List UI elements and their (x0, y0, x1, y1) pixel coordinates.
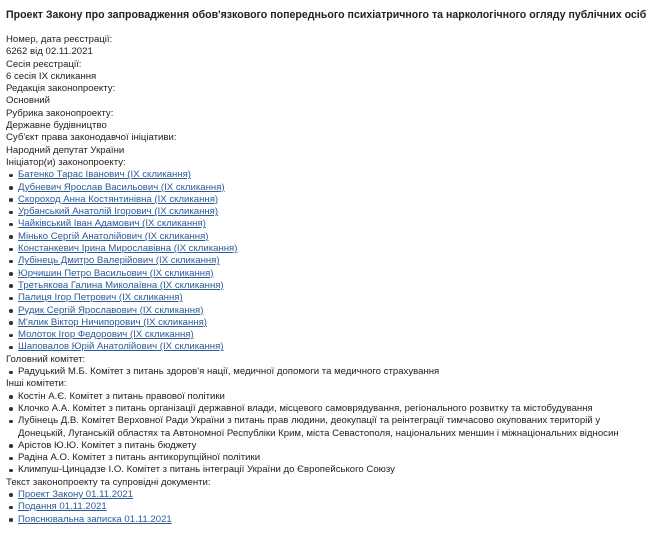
initiator-link[interactable]: Шаповалов Юрій Анатолійович (IX скликання) (18, 341, 224, 353)
list-item: Радуцький М.Б. Комітет з питань здоров'я нації, медичної допомоги та медичного страхування (6, 366, 644, 378)
list-item (6, 341, 644, 353)
list-item: Климпуш-Цинцадзе І.О. Комітет з питань інтеграції України до Європейського Союзу (6, 464, 644, 476)
list-item: Радіна А.О. Комітет з питань антикорупційної політики (6, 452, 644, 464)
list-item (6, 489, 644, 501)
list-item (6, 329, 644, 341)
initiator-link[interactable]: Чайківський Іван Адамович (IX скликання) (18, 218, 206, 230)
initiator-link[interactable]: Молоток Ігор Федорович (IX скликання) (18, 329, 194, 341)
session-value: 6 сесія IX скликання (6, 70, 97, 82)
initiator-link[interactable]: Урбанський Анатолій Ігорович (IX скликання) (18, 206, 219, 218)
main-committee-label: Головний комітет: (6, 353, 86, 365)
list-item (6, 243, 644, 255)
list-item (6, 255, 644, 267)
initiator-link[interactable]: Батенко Тарас Іванович (IX скликання) (18, 169, 192, 181)
registration-label: Номер, дата реєстрації: (6, 34, 113, 45)
initiator-link[interactable]: Палиця Ігор Петрович (IX скликання) (18, 292, 183, 304)
list-item (6, 280, 644, 292)
initiator-link[interactable]: Мінько Сергій Анатолійович (IX скликання) (18, 230, 209, 242)
initiator-link[interactable]: Рудик Сергій Ярославович (IX скликання) (18, 304, 204, 316)
initiator-link[interactable]: Лубінець Дмитро Валерійович (IX скликання) (18, 255, 220, 267)
list-item (6, 169, 644, 181)
rubric-value: Державне будівництво (6, 120, 107, 132)
documents-list (6, 489, 644, 526)
list-item (6, 231, 644, 243)
other-committees-label: Інші комітети: (6, 378, 67, 390)
list-item (6, 194, 644, 206)
list-item: Костін А.Є. Комітет з питань правової політики (6, 391, 644, 403)
list-item (6, 182, 644, 194)
edition-label: Редакція законопроекту: (6, 83, 116, 95)
document-link[interactable]: Подання 01.11.2021 (18, 501, 107, 513)
list-item (6, 218, 644, 230)
list-item (6, 268, 644, 280)
list-item (6, 305, 644, 317)
list-item (6, 514, 644, 526)
subject-value: Народний депутат України (6, 144, 125, 156)
initiator-link[interactable]: М'ялик Віктор Ничипорович (IX скликання) (18, 316, 207, 328)
initiator-link[interactable]: Скороход Анна Костянтинівна (IX скликання) (18, 193, 219, 205)
list-item: Арістов Ю.Ю. Комітет з питань бюджету (6, 440, 644, 452)
document-link[interactable]: Проект Закону 01.11.2021 (18, 488, 134, 500)
initiators-label: Ініціатор(и) законопроекту: (6, 156, 126, 168)
list-item: Лубінець Д.В. Комітет Верховної Ради України з питань прав людини, деокупації та реінтеграції тимчасово окупованих територій у Донецькій, Луганській областях та Автономної Республіки Крим, міста Севастополя, національних меншин і міжнаціональних відносин (6, 415, 644, 440)
documents-label: Текст законопроекту та супровідні документи: (6, 476, 211, 488)
session-label: Сесія реєстрації: (6, 58, 82, 70)
document-link[interactable]: Пояснювальна записка 01.11.2021 (18, 513, 172, 525)
other-committees-list (6, 391, 644, 477)
list-item (6, 317, 644, 329)
initiator-link[interactable]: Дубневич Ярослав Васильович (IX скликання) (18, 181, 225, 193)
list-item (6, 206, 644, 218)
initiator-link[interactable]: Юрчишин Петро Васильович (IX скликання) (18, 267, 214, 279)
initiator-link[interactable]: Констанкевич Ірина Мирославівна (IX скликання) (18, 243, 238, 255)
subject-label: Суб'єкт права законодавчої ініціативи: (6, 132, 177, 144)
page-title: Проект Закону про запровадження обов'язкового попереднього психіатричного та наркологічного огляду публічних осіб (6, 9, 647, 21)
registration-value: 6262 від 02.11.2021 (6, 46, 93, 58)
list-item (6, 501, 644, 513)
edition-value: Основний (6, 95, 51, 107)
rubric-label: Рубрика законопроекту: (6, 107, 114, 119)
initiator-link[interactable]: Третьякова Галина Миколаївна (IX скликання) (18, 279, 224, 291)
list-item: Клочко А.А. Комітет з питань організації державної влади, місцевого самоврядування, регіонального розвитку та містобудування (6, 403, 644, 415)
list-item (6, 292, 644, 304)
main-committee-list (6, 366, 644, 378)
initiators-list (6, 169, 644, 353)
